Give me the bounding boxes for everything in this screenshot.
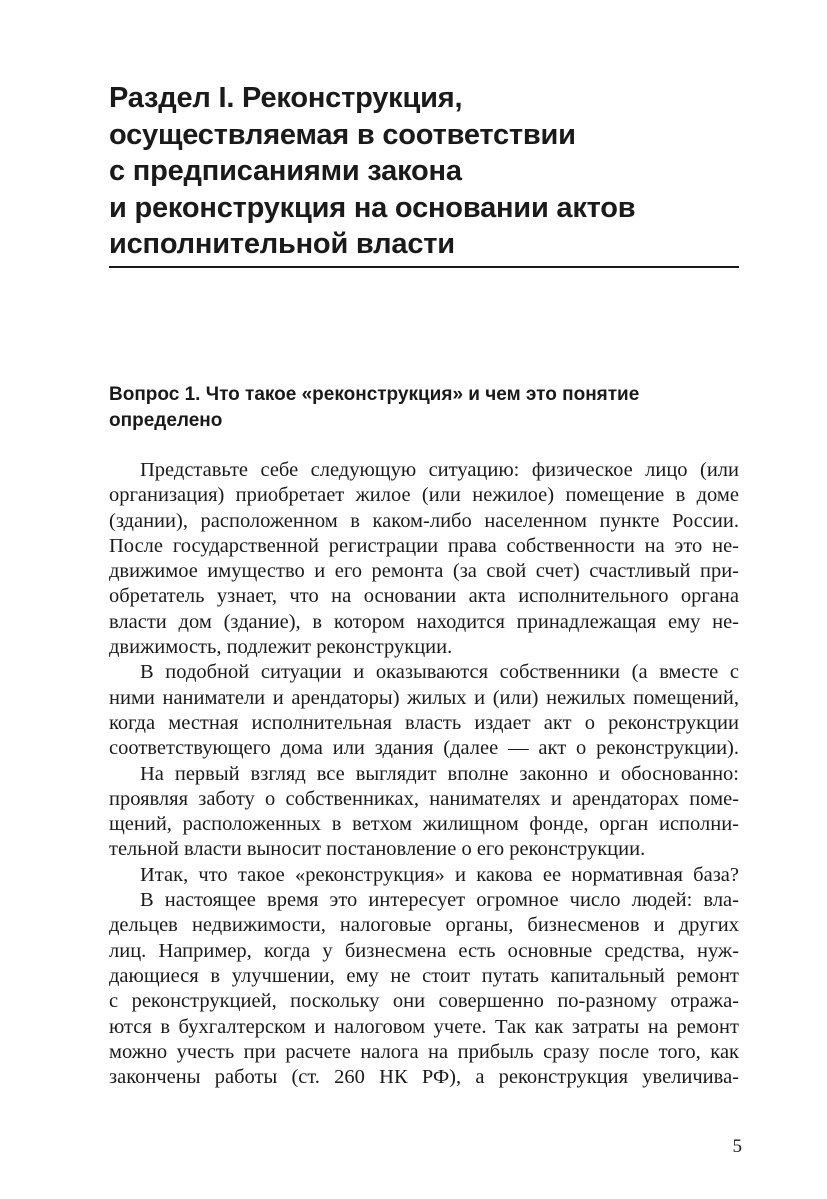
section-title-line: с предписаниями закона <box>109 155 462 187</box>
section-title <box>109 80 749 263</box>
text-line: В настоящее время это интересует огромное число людей: вла- <box>140 889 739 912</box>
text-line: лиц. Например, когда у бизнесмена есть основные средства, нуж- <box>109 939 739 962</box>
text-line: закончены работы (ст. 260 НК РФ), а реконструкция увеличива- <box>109 1066 739 1089</box>
text-line: дельцев недвижимости, налоговые органы, бизнесменов и других <box>109 914 739 937</box>
text-line: обретатель узнает, что на основании акта исполнительного органа <box>109 585 739 608</box>
question-heading <box>109 382 749 434</box>
page-number: 5 <box>732 1136 742 1157</box>
paragraph-2 <box>109 660 739 761</box>
question-heading-line: определено <box>109 410 223 431</box>
section-title-line: осуществляемая в соответствии <box>109 118 576 151</box>
title-divider <box>109 266 739 268</box>
text-line: ются в бухгалтерском и налоговом учете. Так как затраты на ремонт <box>109 1015 739 1038</box>
text-line: Итак, что такое «реконструкция» и какова ее нормативная база? <box>140 863 739 886</box>
text-line: Представьте себе следующую ситуацию: физическое лицо (или <box>140 459 739 481</box>
text-line: щений, расположенных в ветхом жилищном фонде, орган исполни- <box>109 813 739 836</box>
text-line: движимость, подлежит реконструкции. <box>109 636 453 659</box>
section-title-line: Раздел I. Реконструкция, <box>109 82 463 114</box>
text-line: когда местная исполнительная власть издает акт о реконструкции <box>109 711 739 734</box>
text-line: проявляя заботу о собственниках, нанимателях и арендаторах поме- <box>109 787 739 810</box>
paragraph-4 <box>109 863 739 888</box>
text-line: с реконструкцией, поскольку они совершенно по-разному отража- <box>109 990 739 1013</box>
text-line: власти дом (здание), в котором находится принадлежащая ему не- <box>109 610 739 633</box>
question-heading-line: Вопрос 1. Что такое «реконструкция» и чем это понятие <box>109 384 640 405</box>
text-line: На первый взгляд все выглядит вполне законно и обоснованно: <box>140 762 739 785</box>
text-line: В подобной ситуации и оказываются собственники (а вместе с <box>140 661 739 684</box>
section-title-line: и реконструкция на основании актов <box>109 191 636 224</box>
body-text <box>109 458 739 1090</box>
paragraph-1 <box>109 458 739 660</box>
text-line: соответствующего дома или здания (далее — акт о реконструкции). <box>109 737 739 760</box>
paragraph-5 <box>109 888 739 1090</box>
text-line: организация) приобретает жилое (или нежилое) помещение в доме <box>109 484 739 507</box>
paragraph-3 <box>109 762 739 863</box>
text-line: дающиеся в улучшении, ему не стоит путать капитальный ремонт <box>109 964 739 987</box>
text-line: движимое имущество и его ремонта (за свой счет) счастливый при- <box>109 560 739 583</box>
text-line: ними наниматели и арендаторы) жилых и (или) нежилых помещений, <box>109 686 739 709</box>
section-title-line: исполнительной власти <box>109 228 455 260</box>
text-line: (здании), расположенном в каком-либо населенном пункте России. <box>109 509 739 532</box>
text-line: можно учесть при расчете налога на прибыль сразу после того, как <box>109 1040 739 1063</box>
text-line: тельной власти выносит постановление о его реконструкции. <box>109 838 646 861</box>
text-line: После государственной регистрации права собственности на это не- <box>109 534 739 557</box>
